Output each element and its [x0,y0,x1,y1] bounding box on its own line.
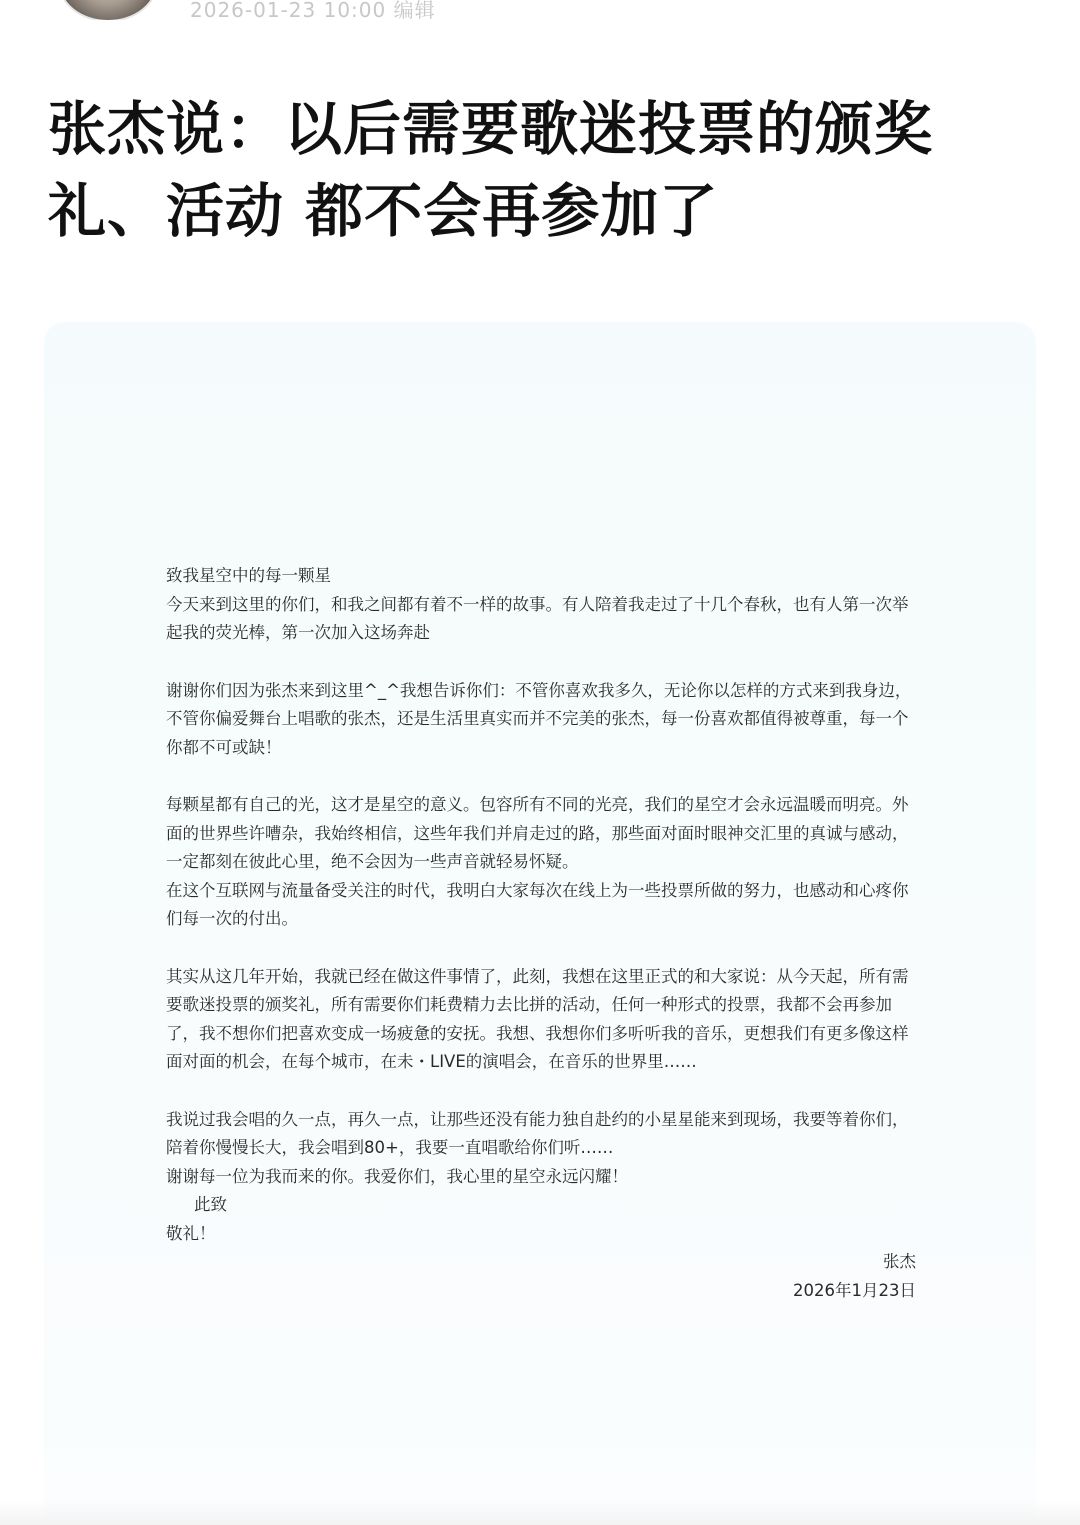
letter-date: 2026年1月23日 [793,1280,916,1300]
letter-closing-1: 此致 [194,1195,227,1214]
avatar[interactable] [58,0,158,20]
letter-paragraph-2: 谢谢你们因为张杰来到这里^_^我想告诉你们：不管你喜欢我多久，无论你以怎样的方式来到我身边，不管你偏爱舞台上唱歌的张杰，还是生活里真实而并不完美的张杰，每一份喜欢都值得被尊重，每一个你都不可或缺！ [166,680,912,757]
letter-paragraph-6: 我说过我会唱的久一点，再久一点，让那些还没有能力独自赴约的小星星能来到现场，我要等着你们，陪着你慢慢长大，我会唱到80+，我要一直唱歌给你们听…… [166,1109,909,1157]
paragraph-gap [166,648,916,677]
letter-paragraph-4: 在这个互联网与流量备受关注的时代，我明白大家每次在线上为一些投票所做的努力，也感动和心疼你们每一次的付出。 [166,880,909,928]
bottom-fade [0,1500,1080,1525]
letter-paragraph-1: 今天来到这里的你们，和我之间都有着不一样的故事。有人陪着我走过了十几个春秋，也有人第一次举起我的荧光棒，第一次加入这场奔赴 [166,594,909,642]
letter-paragraph-3: 每颗星都有自己的光，这才是星空的意义。包容所有不同的光亮，我们的星空才会永远温暖而明亮。外面的世界些许嘈杂，我始终相信，这些年我们并肩走过的路，那些面对面时眼神交汇里的真诚与感动，一定都刻在彼此心里，绝不会因为一些声音就轻易怀疑。 [166,795,909,871]
paragraph-gap [166,1077,916,1106]
letter-paragraph-7: 谢谢每一位为我而来的你。我爱你们，我心里的星空永远闪耀！ [166,1166,628,1186]
paragraph-gap [166,762,916,791]
letter-closing-2: 敬礼！ [166,1223,216,1243]
post-header-strip [0,0,1080,20]
letter-text [166,562,916,1305]
letter-paragraph-5: 其实从这几年开始，我就已经在做这件事情了，此刻，我想在这里正式的和大家说：从今天起，所有需要歌迷投票的颁奖礼，所有需要你们耗费精力去比拼的活动，任何一种形式的投票，我都不会再参加了，我不想你们把喜欢变成一场疲惫的安抚。我想、我想你们多听听我的音乐，更想我们有更多像这样面对面的机会，在每个城市，在未・LIVE的演唱会，在音乐的世界里…… [166,966,909,1071]
paragraph-gap [166,934,916,963]
post-headline: 张杰说：以后需要歌迷投票的颁奖礼、活动 都不会再参加了 [48,95,934,245]
post-meta: 2026-01-23 10:00 编辑 [190,0,436,20]
letter-salutation: 致我星空中的每一颗星 [166,566,331,585]
letter-signature: 张杰 [883,1252,916,1271]
